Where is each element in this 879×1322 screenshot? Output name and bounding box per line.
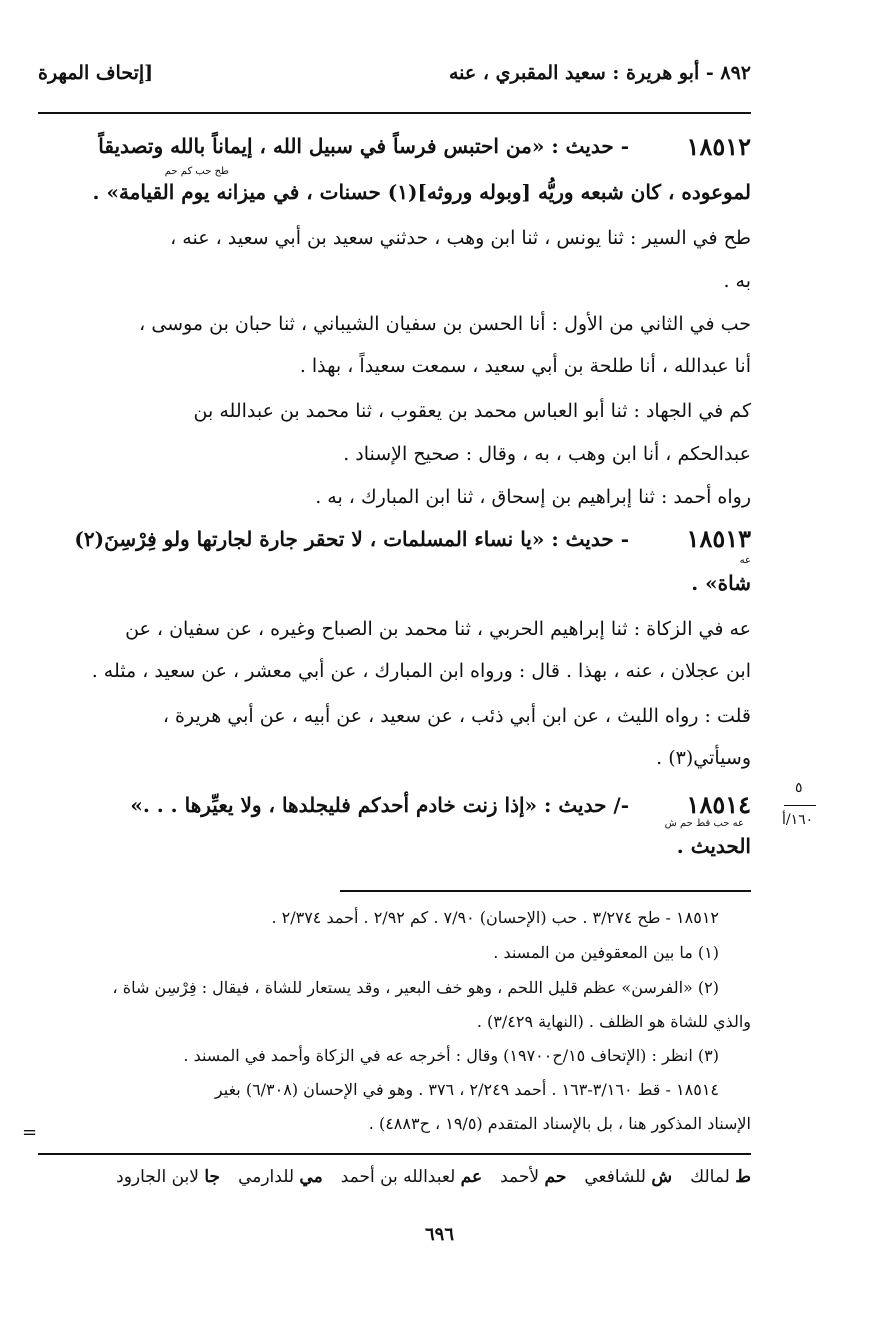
isnad-paragraph: قلت : رواه الليث ، عن ابن أبي ذئب ، عن سعيد ، عن أبيه ، عن أبي هريرة ، xyxy=(162,705,751,727)
isnad-paragraph: ابن عجلان ، عنه ، بهذا . قال : ورواه ابن المبارك ، عن أبي معشر ، عن سعيد ، مثله . xyxy=(91,660,751,682)
hadith-text: شاة» . xyxy=(691,571,751,595)
hadith-text: - حديث : «يا نساء المسلمات ، لا تحقر جارة لجارتها ولو فِرْسِنَ(٢) xyxy=(74,527,629,551)
legend-name: للدارمي xyxy=(238,1167,295,1187)
legend-abbr: عم xyxy=(460,1167,483,1187)
legend-rule xyxy=(38,1153,751,1155)
footnote: (١) ما بين المعقوفين من المسند . xyxy=(493,943,719,962)
isnad-paragraph: حب في الثاني من الأول : أنا الحسن بن سفيان الشيباني ، ثنا حبان بن موسى ، xyxy=(139,313,751,335)
legend-item xyxy=(584,1167,672,1187)
running-header-title: ٨٩٢ - أبو هريرة : سعيد المقبري ، عنه xyxy=(449,62,751,84)
legend-item xyxy=(238,1167,323,1187)
margin-mark: = xyxy=(22,1122,38,1143)
isnad-paragraph: به . xyxy=(723,270,751,292)
hadith-number: ١٨٥١٢ xyxy=(686,132,751,161)
header-rule xyxy=(38,112,751,114)
hadith-text: -/ حديث : «إذا زنت خادم أحدكم فليجلدها ، ولا يعيِّرها . . .» xyxy=(130,793,629,817)
hadith-text: الحديث . xyxy=(676,834,751,858)
margin-folio-number: ٥ xyxy=(795,780,803,796)
hadith-sigla: طح حب كم حم xyxy=(164,166,229,177)
hadith-number: ١٨٥١٤ xyxy=(686,790,751,819)
footnote-rule xyxy=(340,890,751,892)
isnad-paragraph: طح في السير : ثنا يونس ، ثنا ابن وهب ، حدثني سعيد بن أبي سعيد ، عنه ، xyxy=(170,227,751,249)
isnad-paragraph: رواه أحمد : ثنا إبراهيم بن إسحاق ، ثنا ابن المبارك ، به . xyxy=(315,486,751,508)
legend-abbr: حم xyxy=(544,1167,567,1187)
running-header-book: [إتحاف المهرة xyxy=(38,62,154,84)
legend-name: لابن الجارود xyxy=(116,1167,199,1187)
footnote: (٣) انظر : (الإتحاف ١٥/ح١٩٧٠٠) وقال : أخرجه عه في الزكاة وأحمد في المسند . xyxy=(183,1046,719,1065)
footnote: الإسناد المذكور هنا ، بل بالإسناد المتقدم (١٩/٥ ، ح٤٨٨٣) . xyxy=(368,1114,751,1133)
legend-name: لأحمد xyxy=(500,1167,540,1187)
isnad-paragraph: وسيأتي(٣) . xyxy=(656,747,751,769)
legend-abbr: ش xyxy=(651,1167,673,1187)
hadith-text: - حديث : «من احتبس فرساً في سبيل الله ، إيماناً بالله وتصديقاً xyxy=(98,134,629,158)
legend-name: لمالك xyxy=(690,1167,730,1187)
legend-name: لعبدالله بن أحمد xyxy=(340,1167,456,1187)
legend-item xyxy=(500,1167,566,1187)
isnad-paragraph: عه في الزكاة : ثنا إبراهيم الحربي ، ثنا محمد بن الصباح وغيره ، عن سفيان ، عن xyxy=(125,618,751,640)
legend-item xyxy=(341,1167,482,1187)
footnote: ١٨٥١٤ - قط ٣/١٦٠-١٦٣ . أحمد ٢/٢٤٩ ، ٣٧٦ . وهو في الإحسان (٦/٣٠٨) بغير xyxy=(214,1080,719,1099)
abbreviation-legend xyxy=(116,1167,751,1187)
legend-name: للشافعي xyxy=(584,1167,646,1187)
legend-item xyxy=(116,1167,220,1187)
hadith-sigla: عه حب قط حم ش xyxy=(664,818,744,829)
isnad-paragraph: أنا عبدالله ، أنا طلحة بن أبي سعيد ، سمعت سعيداً ، بهذا . xyxy=(299,355,751,377)
hadith-sigla: عه xyxy=(739,555,751,566)
margin-folio-ref: ١٦٠/أ xyxy=(782,812,814,828)
legend-item xyxy=(690,1167,751,1187)
legend-abbr: ط xyxy=(735,1167,751,1187)
hadith-number: ١٨٥١٣ xyxy=(686,524,751,553)
hadith-text: لموعوده ، كان شبعه وريُّه [وبوله وروثه](١) حسنات ، في ميزانه يوم القيامة» . xyxy=(92,180,751,204)
footnote: (٢) «الفرسن» عظم قليل اللحم ، وهو خف البعير ، وقد يستعار للشاة ، فيقال : فِرْسِن شاة ، xyxy=(112,978,719,997)
footnote: ١٨٥١٢ - طح ٣/٢٧٤ . حب (الإحسان) ٧/٩٠ . كم ٢/٩٢ . أحمد ٢/٣٧٤ . xyxy=(271,908,719,927)
isnad-paragraph: عبدالحكم ، أنا ابن وهب ، به ، وقال : صحيح الإسناد . xyxy=(343,443,751,465)
legend-abbr: جا xyxy=(204,1167,221,1187)
isnad-paragraph: كم في الجهاد : ثنا أبو العباس محمد بن يعقوب ، ثنا محمد بن عبدالله بن xyxy=(193,400,751,422)
margin-folio-rule xyxy=(784,805,816,806)
legend-abbr: مي xyxy=(299,1167,323,1187)
footnote: والذي للشاة هو الظلف . (النهاية ٣/٤٢٩) . xyxy=(476,1012,751,1031)
page-number: ٦٩٦ xyxy=(424,1224,454,1245)
